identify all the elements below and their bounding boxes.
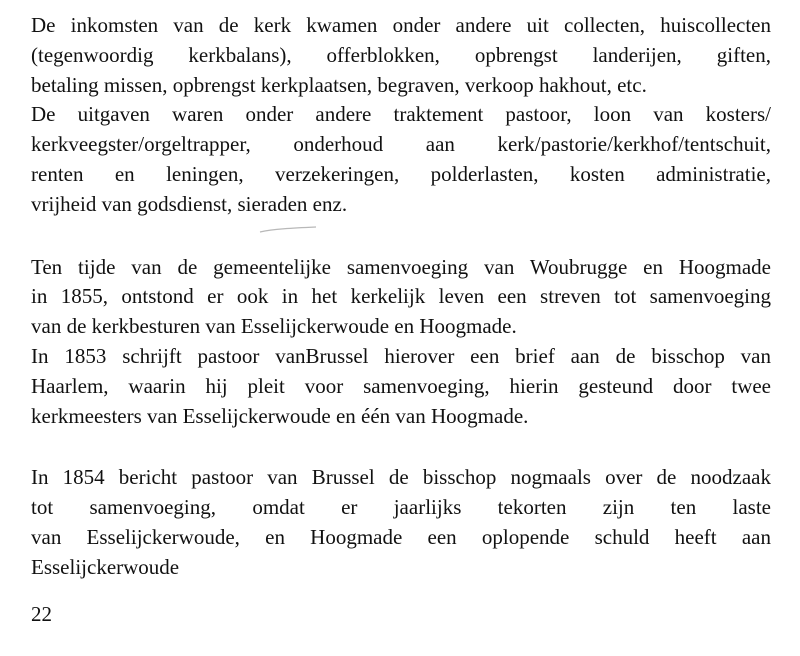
text-line: in 1855, ontstond er ook in het kerkelijk leven een streven tot samenvoeging xyxy=(31,284,771,309)
text-line: (tegenwoordig kerkbalans), offerblokken, opbrengst landerijen, giften, xyxy=(31,42,771,67)
paragraph-income xyxy=(31,11,771,100)
text-line: renten en leningen, verzekeringen, polderlasten, kosten administratie, xyxy=(31,161,771,186)
text-line: kerkmeesters van Esselijckerwoude en één van Hoogmade. xyxy=(31,403,529,428)
paragraph-letter-1853 xyxy=(31,342,771,431)
text-line: Esselijckerwoude xyxy=(31,554,180,579)
text-line: Haarlem, waarin hij pleit voor samenvoeging, hierin gesteund door twee xyxy=(31,373,771,398)
pen-mark xyxy=(258,226,318,234)
text-line: van de kerkbesturen van Esselijckerwoude en Hoogmade. xyxy=(31,314,517,339)
page-number: 22 xyxy=(31,602,52,626)
text-line: De inkomsten van de kerk kwamen onder andere uit collecten, huiscollecten xyxy=(31,13,771,37)
text-line: In 1853 schrijft pastoor vanBrussel hierover een brief aan de bisschop van xyxy=(31,343,771,368)
text-line: vrijheid van godsdienst, sieraden enz. xyxy=(31,191,348,216)
text-line: tot samenvoeging, omdat er jaarlijks tekorten zijn ten laste xyxy=(31,495,771,520)
paragraph-merger xyxy=(31,253,771,342)
text-line: van Esselijckerwoude, en Hoogmade een oplopende schuld heeft aan xyxy=(31,524,771,549)
paragraph-gap xyxy=(31,220,771,250)
document-page xyxy=(31,0,771,583)
text-line: In 1854 bericht pastoor van Brussel de bisschop nogmaals over de noodzaak xyxy=(31,465,771,490)
text-line: De uitgaven waren onder andere traktement pastoor, loon van kosters/ xyxy=(31,102,771,127)
text-line: kerkveegster/orgeltrapper, onderhoud aan kerk/pastorie/kerkhof/tentschuit, xyxy=(31,132,771,157)
text-line: Ten tijde van de gemeentelijke samenvoeging van Woubrugge en Hoogmade xyxy=(31,254,771,279)
paragraph-expenses xyxy=(31,100,771,219)
paragraph-gap xyxy=(31,431,771,461)
paragraph-report-1854 xyxy=(31,463,771,582)
text-line: betaling missen, opbrengst kerkplaatsen, begraven, verkoop hakhout, etc. xyxy=(31,72,647,97)
